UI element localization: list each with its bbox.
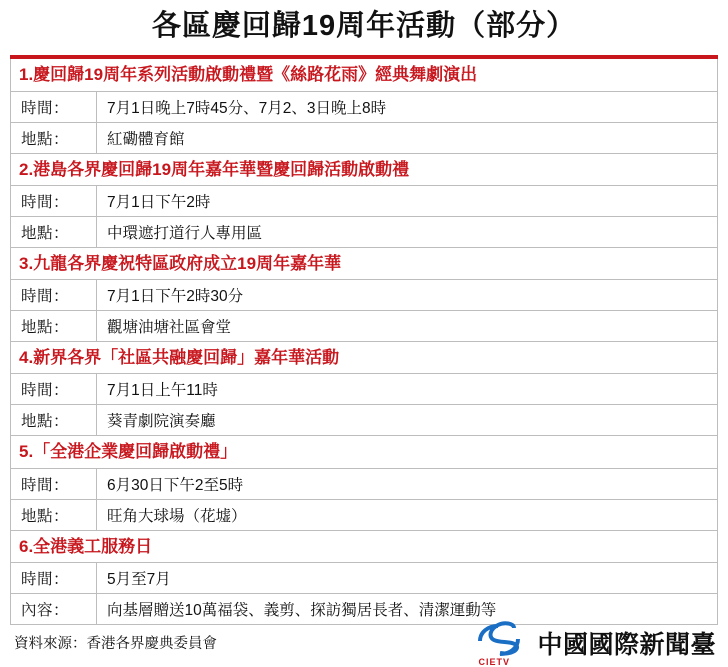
row-label: 地點： — [11, 311, 97, 341]
brand-name: 中國國際新聞臺 — [537, 630, 716, 659]
event-heading: 4.新界各界「社區共融慶回歸」嘉年華活動 — [11, 342, 717, 374]
table-row — [11, 374, 717, 405]
footer — [10, 625, 718, 666]
row-label: 地點： — [11, 405, 97, 435]
table-row — [11, 311, 717, 342]
cietv-logo-icon — [474, 620, 530, 666]
row-label: 地點： — [11, 123, 97, 153]
row-label: 時間： — [11, 186, 97, 216]
row-value: 7月1日上午11時 — [107, 382, 218, 400]
table-row — [11, 469, 717, 500]
row-label: 時間： — [11, 374, 97, 404]
title-section — [0, 0, 728, 49]
table-row — [11, 92, 717, 123]
table-row — [11, 123, 717, 154]
row-value: 7月1日下午2時 — [107, 193, 211, 211]
event-heading: 5.「全港企業慶回歸啟動禮」 — [11, 436, 717, 468]
event-heading: 1.慶回歸19周年系列活動啟動禮暨《絲路花雨》經典舞劇演出 — [11, 59, 717, 91]
row-value: 7月1日下午2時30分 — [107, 288, 244, 306]
brand-block — [474, 620, 718, 666]
row-label: 地點： — [11, 500, 97, 530]
row-value: 觀塘油塘社區會堂 — [107, 319, 232, 337]
row-value: 5月至7月 — [107, 570, 171, 588]
row-label: 時間： — [11, 563, 97, 593]
events-table — [10, 59, 718, 625]
row-label: 時間： — [11, 469, 97, 499]
row-value: 中環遮打道行人專用區 — [107, 224, 263, 242]
row-value: 7月1日晚上7時45分、7月2、3日晚上8時 — [107, 99, 387, 117]
event-heading: 6.全港義工服務日 — [11, 531, 717, 563]
event-heading: 3.九龍各界慶祝特區政府成立19周年嘉年華 — [11, 248, 717, 280]
row-label: 內容： — [11, 594, 97, 624]
row-label: 地點： — [11, 217, 97, 247]
table-row — [11, 186, 717, 217]
page-title: 各區慶回歸19周年活動（部分） — [151, 10, 577, 42]
row-value: 旺角大球場（花墟） — [107, 507, 247, 525]
row-value: 6月30日下午2至5時 — [107, 476, 244, 494]
table-row — [11, 405, 717, 436]
event-heading: 2.港島各界慶回歸19周年嘉年華暨慶回歸活動啟動禮 — [11, 154, 717, 186]
row-value: 紅磡體育館 — [107, 130, 185, 148]
table-row — [11, 563, 717, 594]
row-value: 葵青劇院演奏廳 — [107, 413, 216, 431]
row-label: 時間： — [11, 280, 97, 310]
table-row — [11, 217, 717, 248]
table-row — [11, 280, 717, 311]
row-label: 時間： — [11, 92, 97, 122]
source-text: 資料來源：香港各界慶典委員會 — [14, 635, 217, 652]
row-value: 向基層贈送10萬福袋、義剪、探訪獨居長者、清潔運動等 — [107, 601, 497, 619]
brand-abbr: CIETV — [478, 656, 510, 667]
table-row — [11, 500, 717, 531]
